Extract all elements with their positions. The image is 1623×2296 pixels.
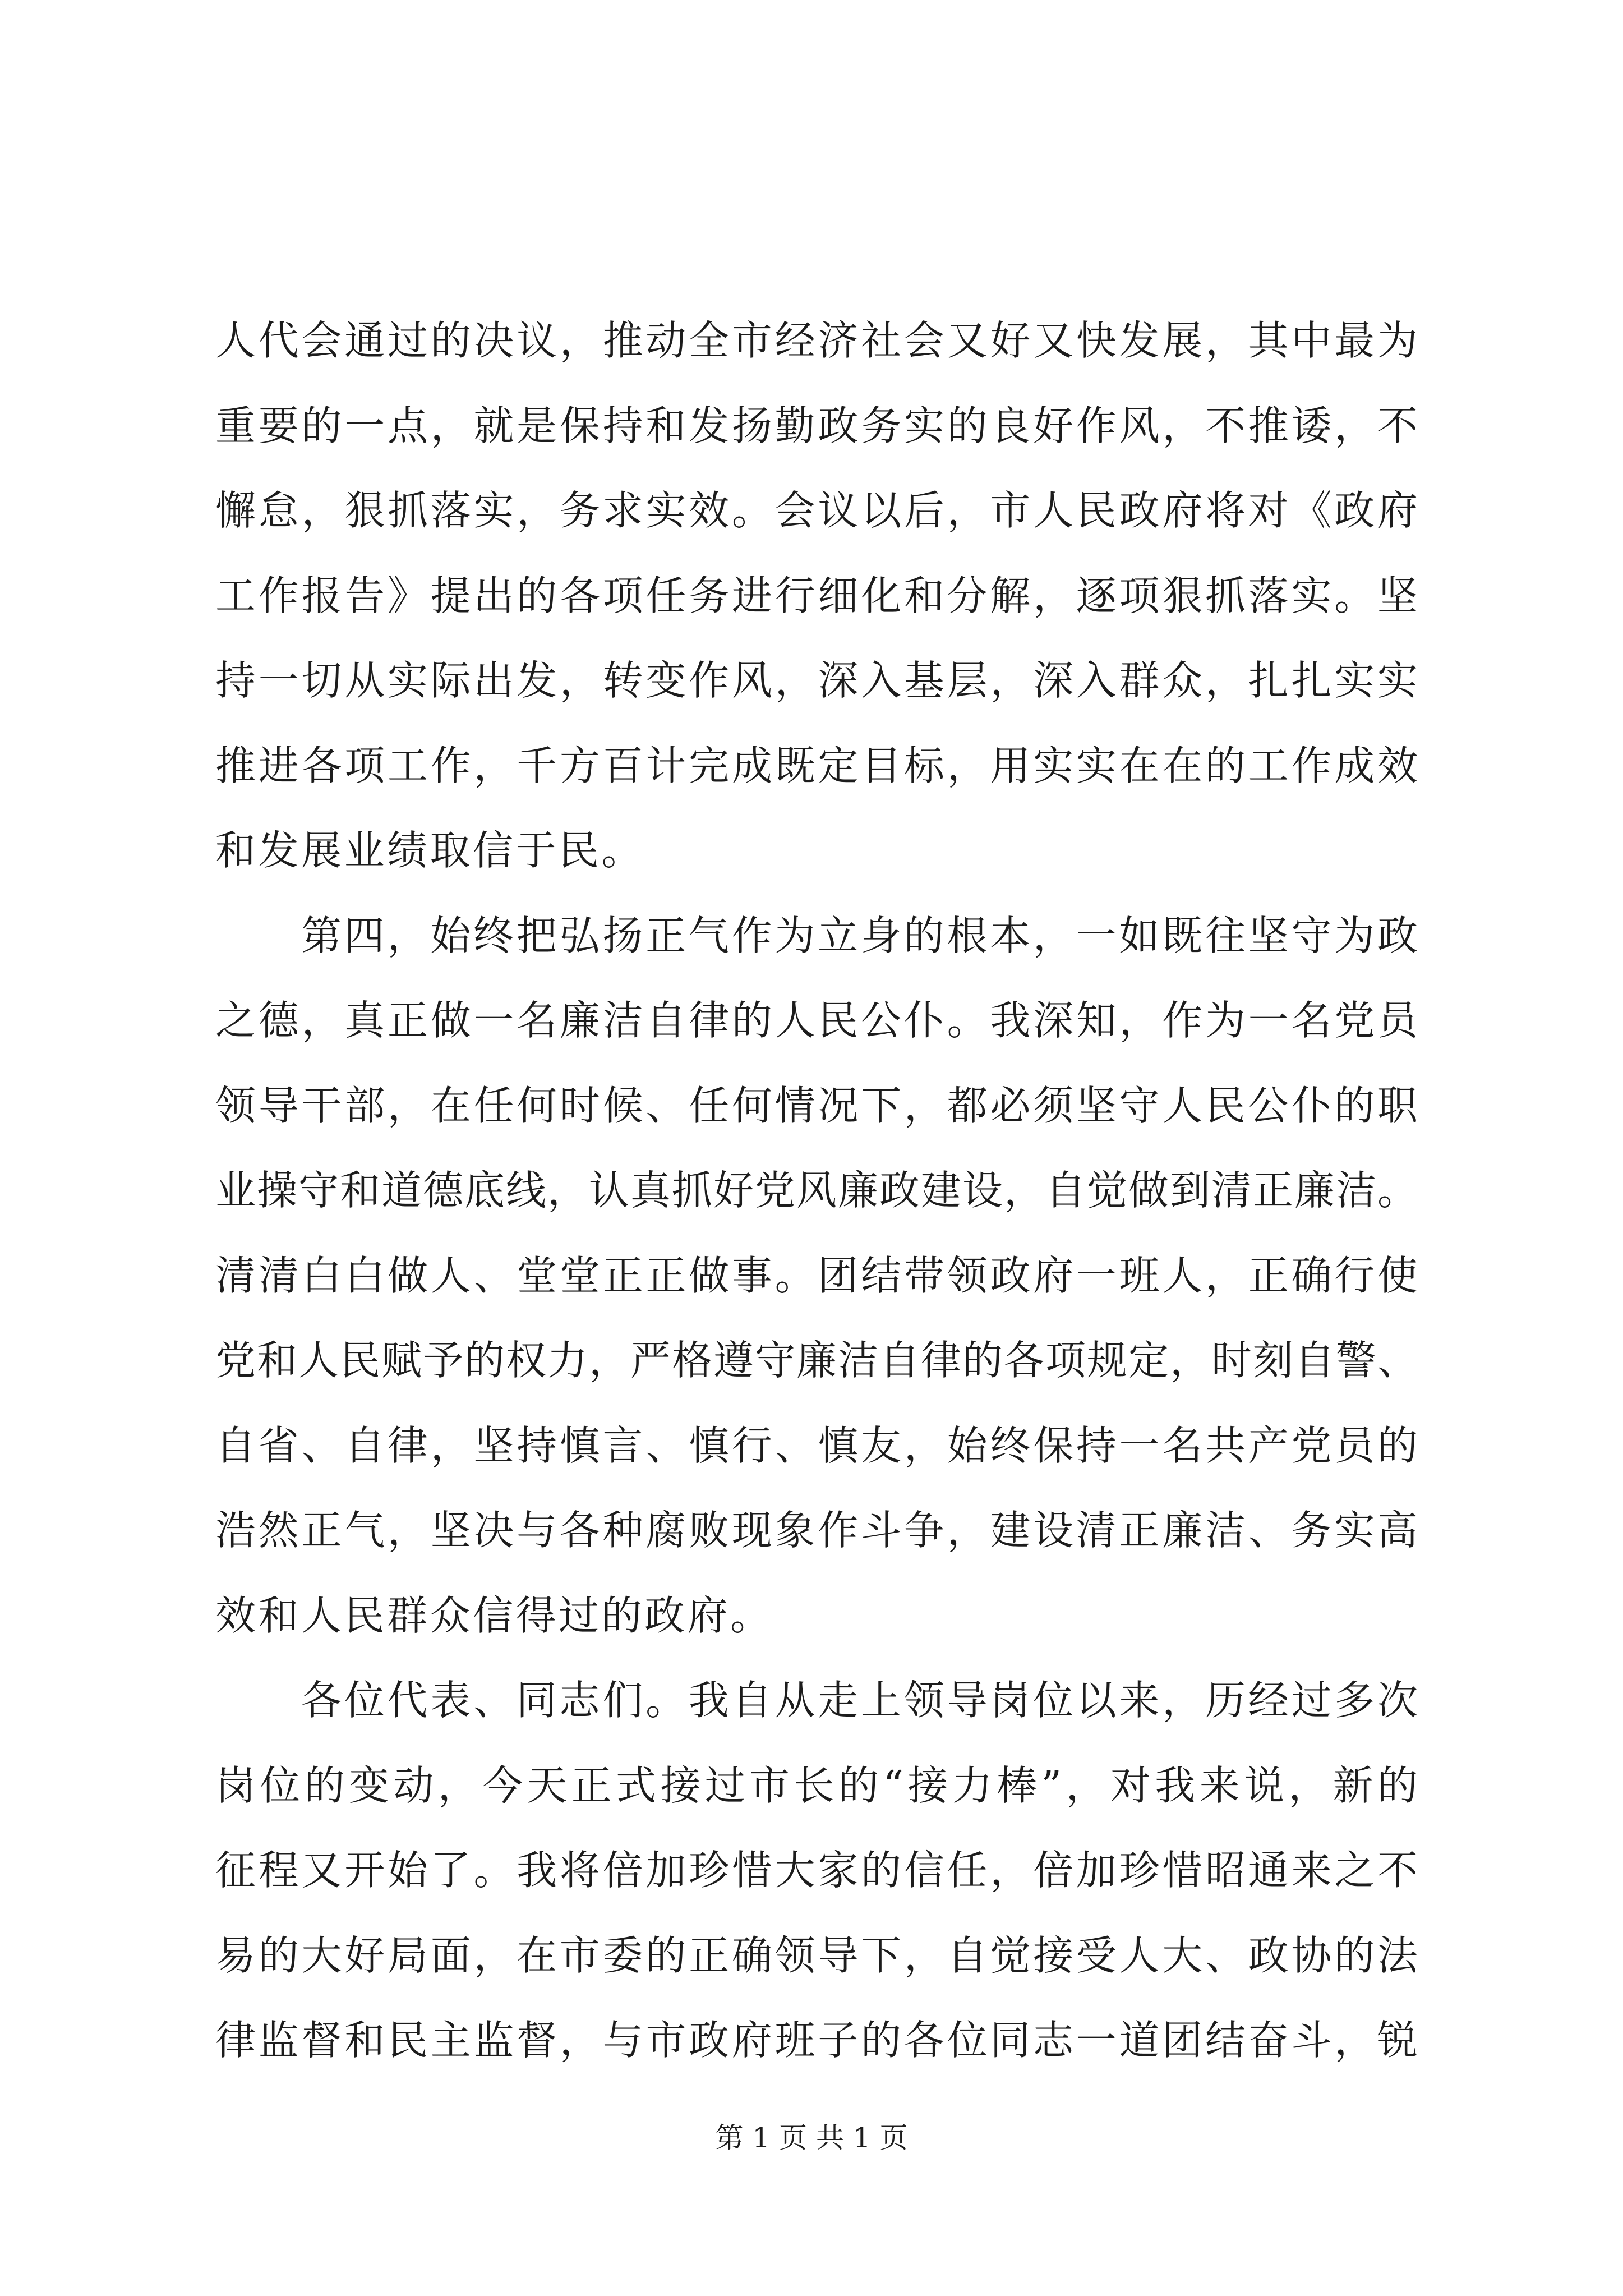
paragraph	[215, 1658, 1418, 2083]
body-text-line: 之德，真正做一名廉洁自律的人民公仆。我深知，作为一名党员	[215, 997, 1418, 1044]
body-text-line: 岗位的变动，今天正式接过市长的“接力棒”，对我来说，新的	[215, 1761, 1418, 1809]
body-text-line: 人代会通过的决议，推动全市经济社会又好又快发展，其中最为	[215, 317, 1418, 364]
body-text-line: 各位代表、同志们。我自从走上领导岗位以来，历经过多次	[301, 1677, 1418, 1724]
body-text-line: 党和人民赋予的权力，严格遵守廉洁自律的各项规定，时刻自警、	[215, 1337, 1418, 1384]
body-text-line: 律监督和民主监督，与市政府班子的各位同志一道团结奋斗，锐	[215, 2017, 1418, 2064]
body-text	[215, 298, 1418, 2083]
body-text-line: 持一切从实际出发，转变作风，深入基层，深入群众，扎扎实实	[215, 657, 1418, 704]
body-text-line: 第四，始终把弘扬正气作为立身的根本，一如既往坚守为政	[301, 912, 1418, 959]
body-text-line: 懈怠，狠抓落实，务求实效。会议以后，市人民政府将对《政府	[215, 487, 1418, 534]
page-footer	[0, 2121, 1623, 2155]
page-number-label: 第 1 页 共 1 页	[715, 2122, 908, 2154]
body-text-line: 清清白白做人、堂堂正正做事。团结带领政府一班人，正确行使	[215, 1251, 1418, 1299]
body-text-line: 自省、自律，坚持慎言、慎行、慎友，始终保持一名共产党员的	[215, 1421, 1418, 1469]
paragraph	[215, 298, 1418, 894]
body-text-line: 浩然正气，坚决与各种腐败现象作斗争，建设清正廉洁、务实高	[215, 1507, 1418, 1554]
body-text-line: 工作报告》提出的各项任务进行细化和分解，逐项狠抓落实。坚	[215, 572, 1418, 619]
body-text-line: 征程又开始了。我将倍加珍惜大家的信任，倍加珍惜昭通来之不	[215, 1847, 1418, 1894]
body-text-line: 领导干部，在任何时候、任何情况下，都必须坚守人民公仆的职	[215, 1082, 1418, 1129]
body-text-line: 和发展业绩取信于民。	[215, 827, 645, 874]
body-text-line: 重要的一点，就是保持和发扬勤政务实的良好作风，不推诿，不	[215, 402, 1418, 449]
body-text-line: 效和人民群众信得过的政府。	[215, 1591, 773, 1639]
body-text-line: 易的大好局面，在市委的正确领导下，自觉接受人大、政协的法	[215, 1931, 1418, 1979]
paragraph	[215, 894, 1418, 1659]
body-text-line: 业操守和道德底线，认真抓好党风廉政建设，自觉做到清正廉洁。	[215, 1167, 1418, 1214]
body-text-line: 推进各项工作，千方百计完成既定目标，用实实在在的工作成效	[215, 742, 1418, 789]
